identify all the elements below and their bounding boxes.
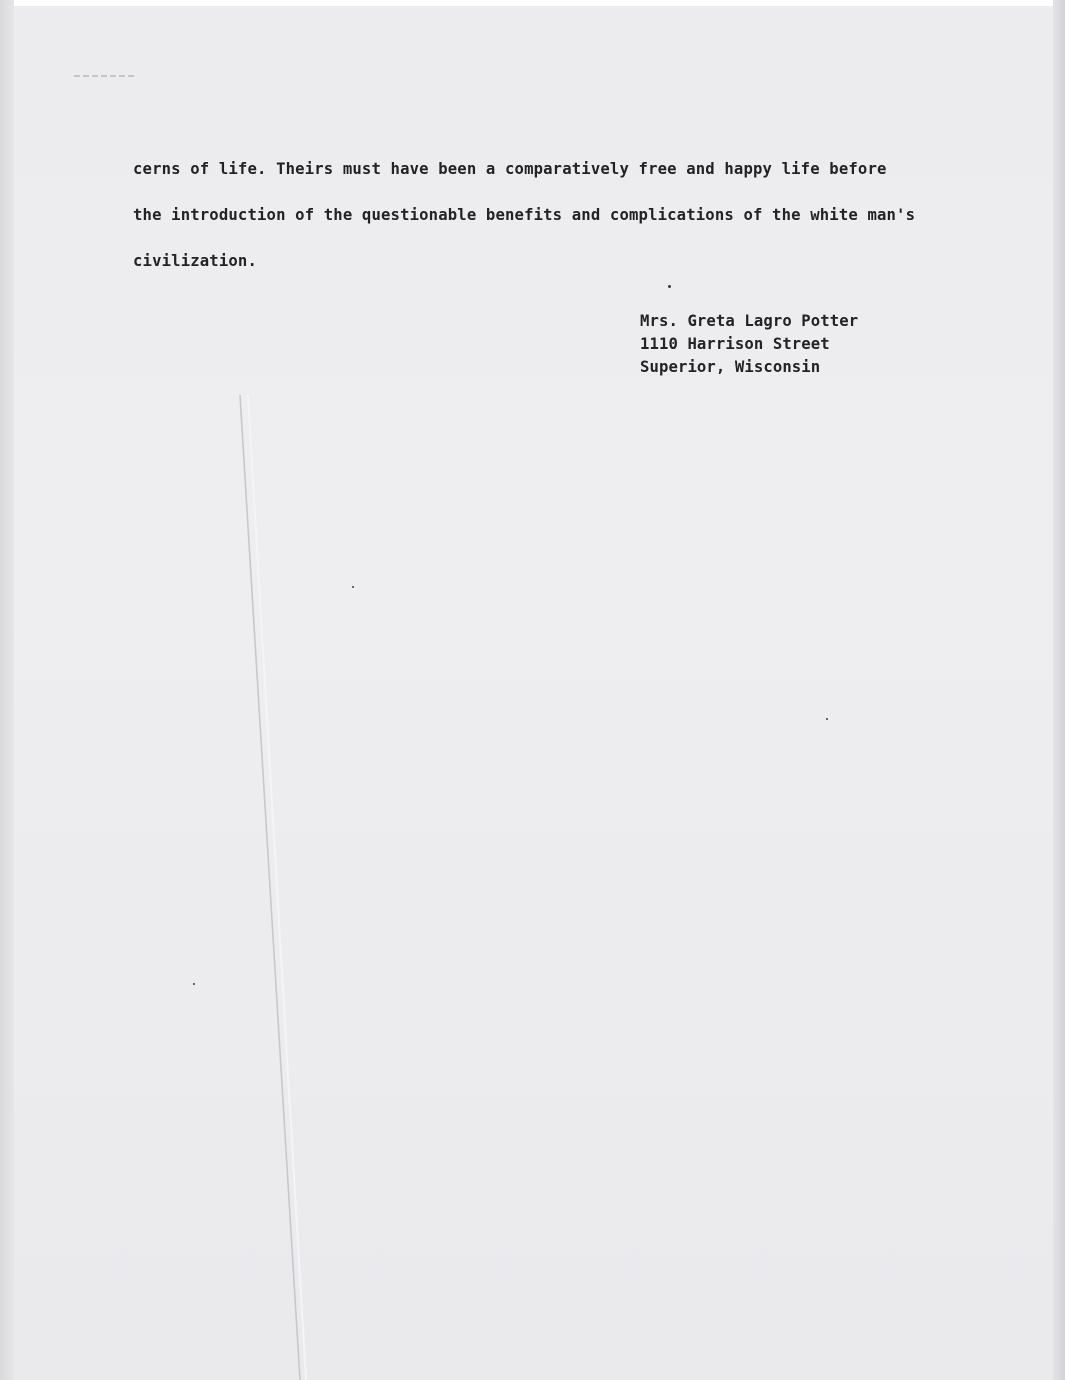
signature-block <box>640 310 858 379</box>
ink-speck <box>193 983 195 985</box>
body-line: civilization. <box>133 252 257 270</box>
body-paragraph <box>133 146 983 284</box>
signature-name: Mrs. Greta Lagro Potter <box>640 312 859 330</box>
body-line: cerns of life. Theirs must have been a comparatively free and happy life before <box>133 160 887 178</box>
signature-city: Superior, Wisconsin <box>640 358 821 376</box>
ink-speck <box>826 718 828 720</box>
ink-speck <box>352 586 354 588</box>
body-line: the introduction of the questionable benefits and complications of the white man's <box>133 206 916 224</box>
signature-street: 1110 Harrison Street <box>640 335 830 353</box>
ink-speck <box>668 285 671 288</box>
